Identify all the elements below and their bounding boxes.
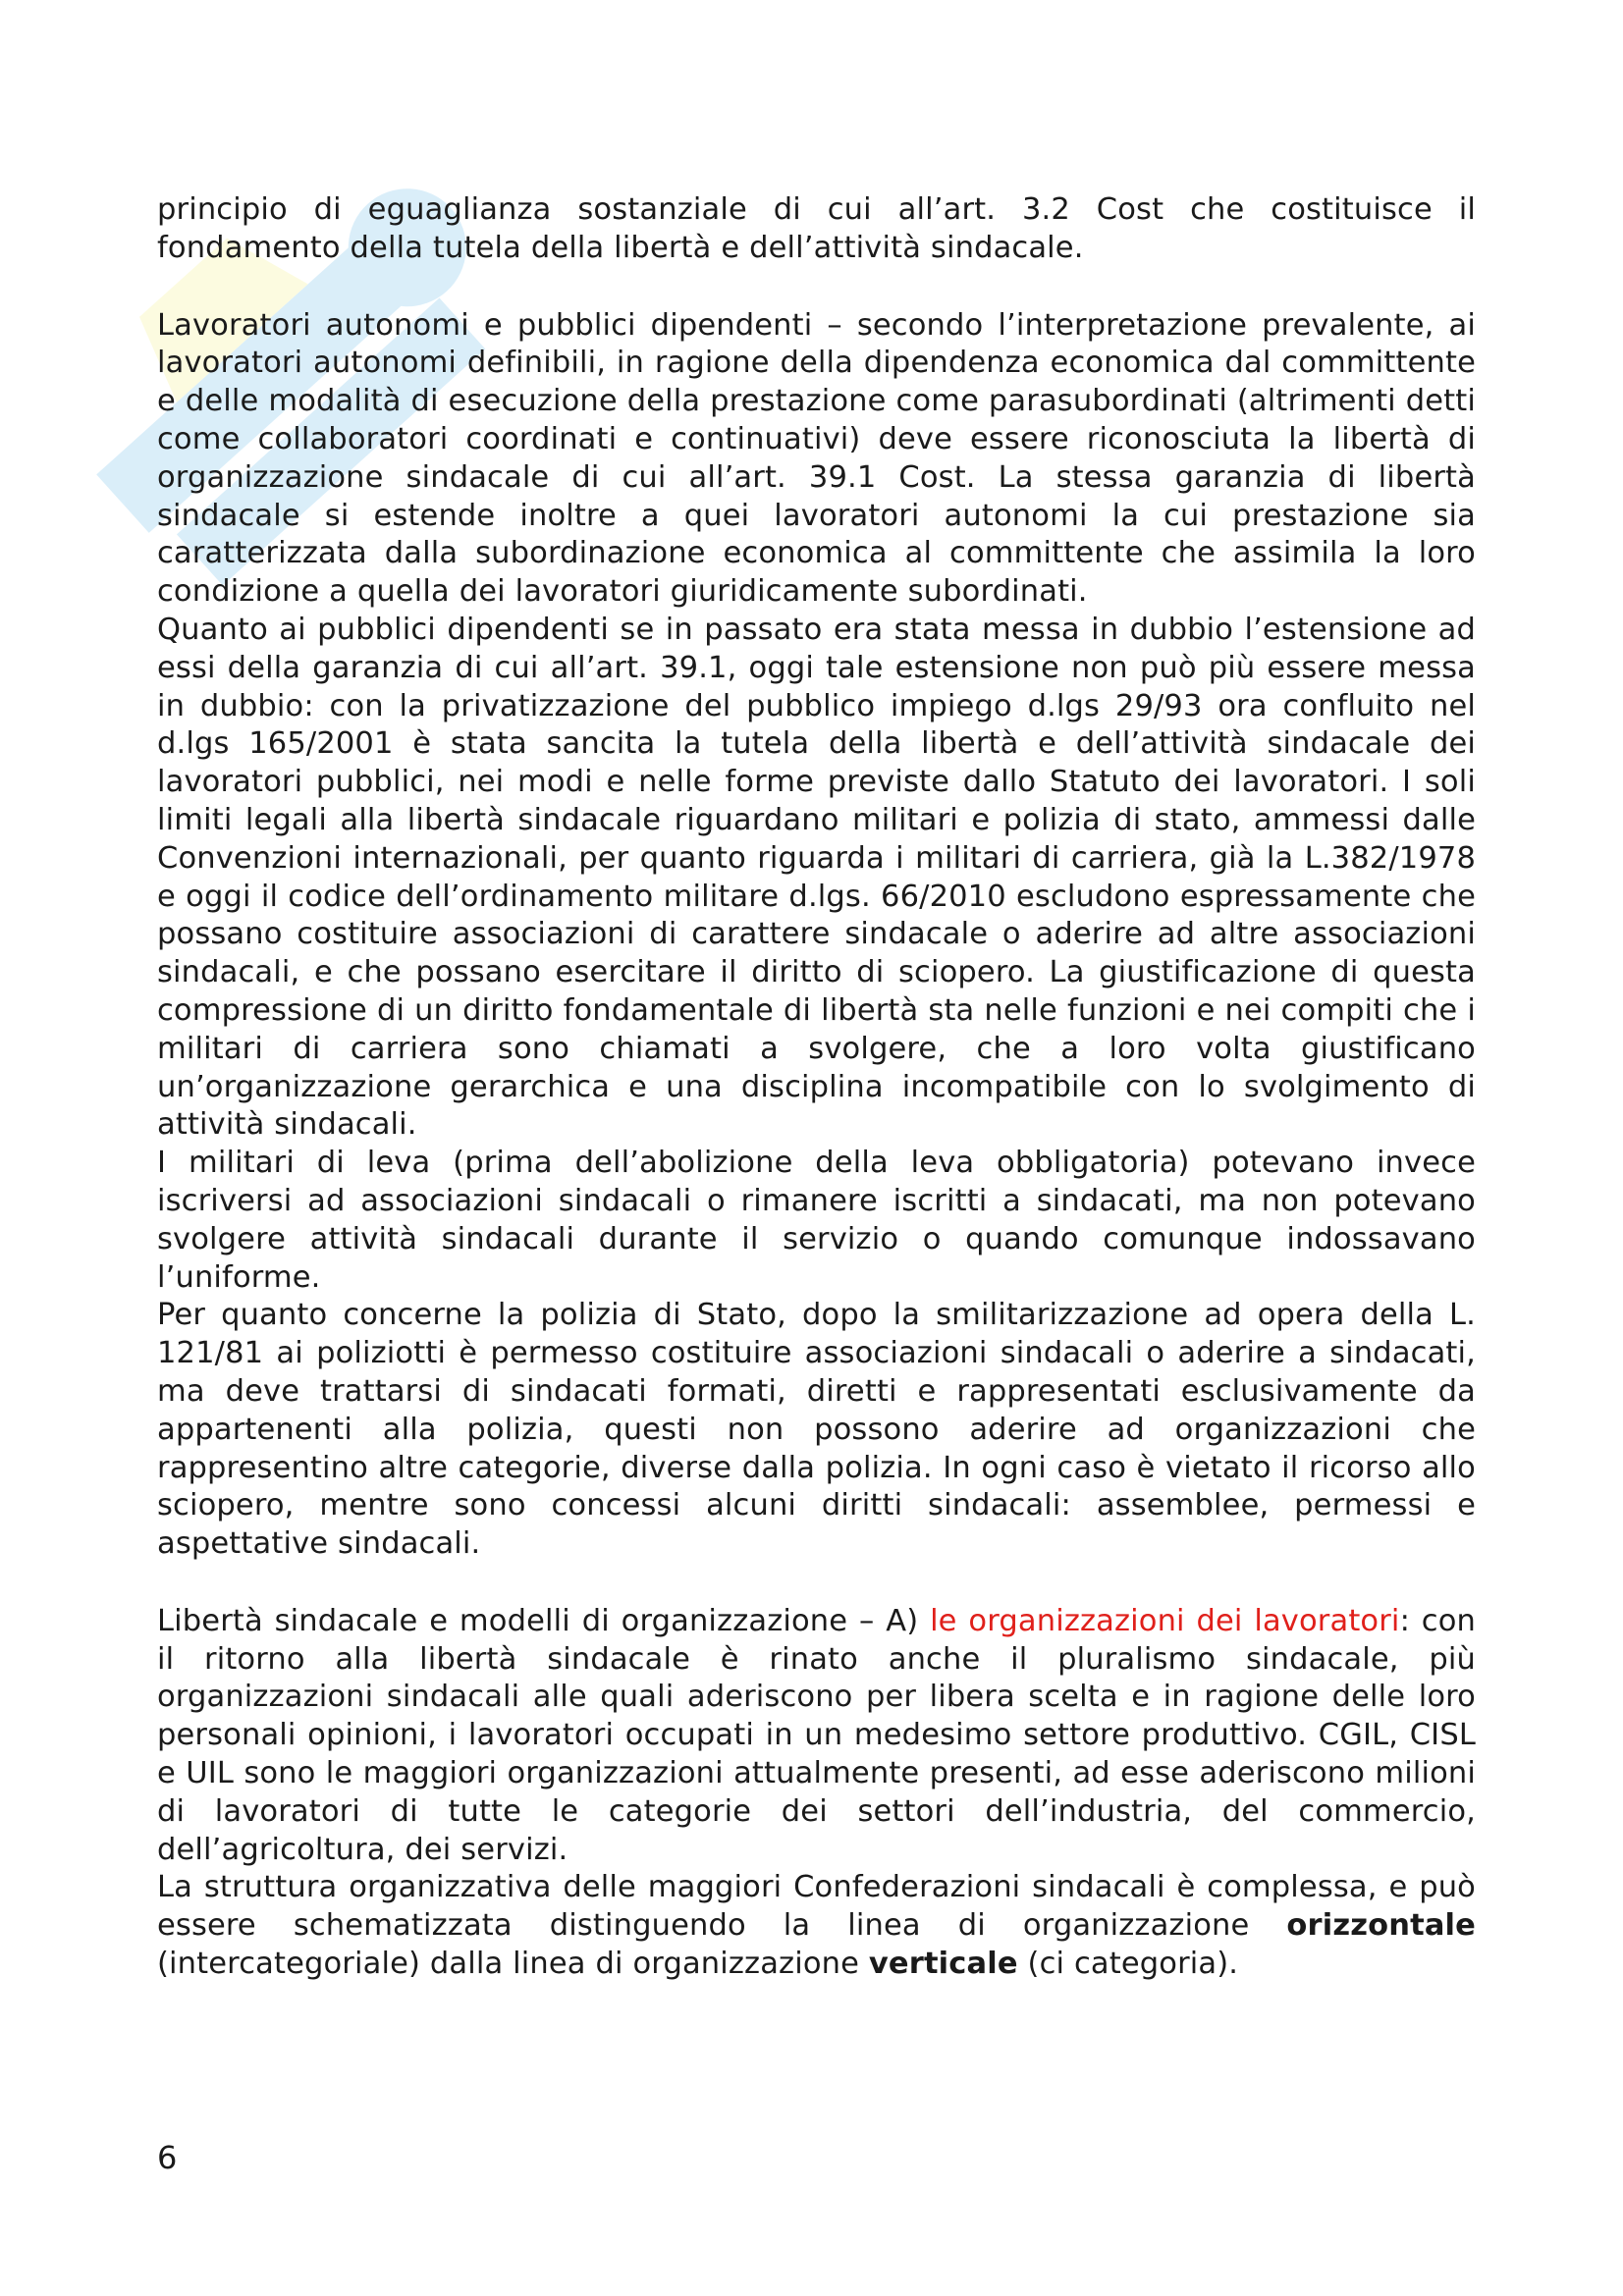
paragraph-lavoratori-autonomi: Lavoratori autonomi e pubblici dipendenti – secondo l’interpretazione prevalente, ai lavoratori autonomi definibili, in ragione della dipendenza economica dal committente e delle modalità di esecuzione della prestazione come parasubordinati (altrimenti detti come collaboratori coordinati e continuativi) deve essere riconosciuta la libertà di organizzazione sindacale di cui all’art. 39.1 Cost. La stessa garanzia di libertà sindacale si estende inoltre a quei lavoratori autonomi la cui prestazione sia caratterizzata dalla subordinazione economica al committente che assimila la loro condizione a quella dei lavoratori giuridicamente subordinati. [157,307,1476,610]
organizzazioni-highlight: le organizzazioni dei lavoratori [930,1603,1400,1638]
paragraph-pubblici-dipendenti: Quanto ai pubblici dipendenti se in passato era stata messa in dubbio l’estensione ad essi della garanzia di cui all’art. 39.1, oggi tale estensione non può più essere messa in dubbio: con la privatizzazione del pubblico impiego d.lgs 29/93 ora confluito nel d.lgs 165/2001 è stata sancita la tutela della libertà e dell’attività sindacale dei lavoratori pubblici, nei modi e nelle forme previste dallo Statuto dei lavoratori. I soli limiti legali alla libertà sindacale riguardano militari e polizia di stato, ammessi dalle Convenzioni internazionali, per quanto riguarda i militari di carriera, già la L.382/1978 e oggi il codice dell’ordinamento militare d.lgs. 66/2010 escludono espressamente che possano costituire associazioni di carattere sindacale o aderire ad altre associazioni sindacali, e che possano esercitare il diritto di sciopero. La giustificazione di questa compressione di un diritto fondamentale di libertà sta nelle funzioni e nei compiti che i militari di carriera sono chiamati a svolgere, che a loro volta giustificano un’organizzazione gerarchica e una disciplina incompatibile con lo svolgimento di attività sindacali. [157,612,1476,1143]
organizzazioni-rest: : con il ritorno alla libertà sindacale è rinato anche il pluralismo sindacale, più organizzazioni sindacali alle quali aderiscono per libera scelta e in ragione delle loro personali opinioni, i lavoratori occupati in un medesimo settore produttivo. CGIL, CISL e UIL sono le maggiori organizzazioni attualmente presenti, ad esse aderiscono milioni di lavoratori di tutte le categorie dei settori dell’industria, del commercio, dell’agricoltura, dei servizi. [157,1603,1476,1867]
document-body [157,191,1476,1984]
paragraph-organizzazioni [157,1603,1476,1870]
struttura-part-1: La struttura organizzativa delle maggiori Confederazioni sindacali è complessa, e può essere schematizzata distinguendo la linea di organizzazione [157,1870,1476,1944]
page-number: 6 [157,2139,178,2176]
struttura-part-2: (intercategoriale) dalla linea di organizzazione [157,1947,869,1982]
paragraph-militari-di-leva: I militari di leva (prima dell’abolizione della leva obbligatoria) potevano invece iscriversi ad associazioni sindacali o rimanere iscritti a sindacati, ma non potevano svolgere attività sindacali durante il servizio o quando comunque indossavano l’uniforme. [157,1146,1476,1295]
paragraph-polizia-di-stato: Per quanto concerne la polizia di Stato, dopo la smilitarizzazione ad opera della L. 121/81 ai poliziotti è permesso costituire associazioni sindacali o aderire a sindacati, ma deve trattarsi di sindacati formati, diretti e rappresentati esclusivamente da appartenenti alla polizia, questi non possono aderire ad organizzazioni che rappresentino altre categorie, diverse dalla polizia. In ogni caso è vietato il ricorso allo sciopero, mentre sono concessi alcuni diritti sindacali: assemblee, permessi e aspettative sindacali. [157,1298,1476,1562]
struttura-part-3: (ci categoria). [1017,1947,1239,1982]
struttura-bold-verticale: verticale [868,1947,1018,1982]
struttura-bold-orizzontale: orizzontale [1286,1908,1476,1944]
paragraph-struttura [157,1869,1476,1983]
organizzazioni-intro: Libertà sindacale e modelli di organizzazione – A) [157,1603,931,1638]
paragraph-eguaglianza: principio di eguaglianza sostanziale di cui all’art. 3.2 Cost che costituisce il fondamento della tutela della libertà e dell’attività sindacale. [157,192,1476,265]
